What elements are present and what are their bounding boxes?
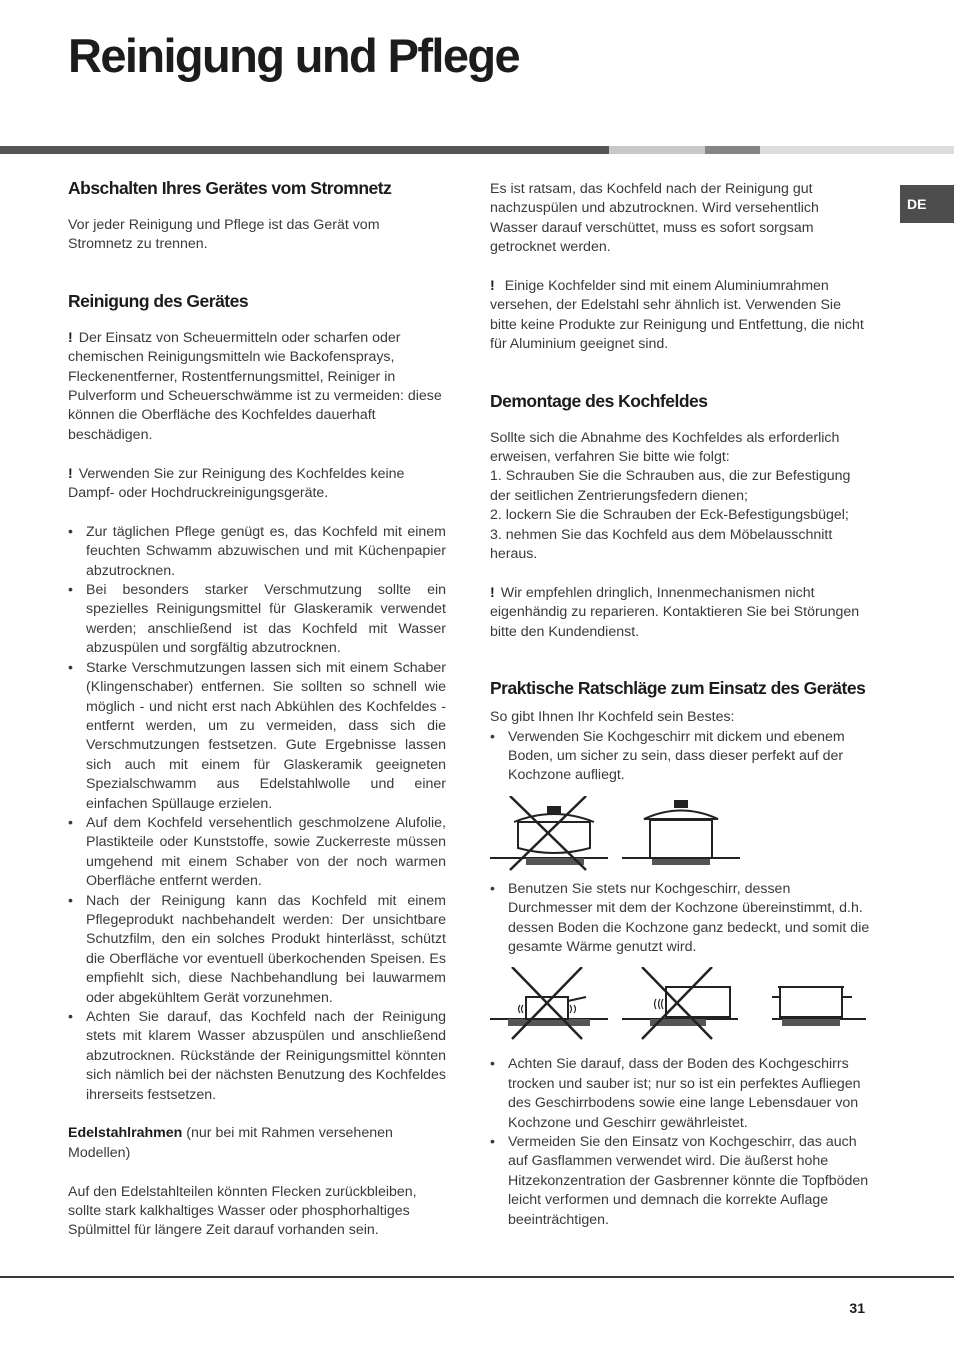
list-item: • Zur täglichen Pflege genügt es, das Kochfeld mit einem feuchten Schwamm abzuwischen und mit Küchenpapier abzutrocknen. (68, 523, 446, 581)
section-heading-disconnect: Abschalten Ihres Gerätes vom Stromnetz (68, 178, 392, 198)
warning-repair: ! Wir empfehlen dringlich, Innenmechanismen nicht eigenhändig zu reparieren. Kontaktieren Sie bei Störungen bitte den Kundendienst. (490, 584, 860, 640)
warning-steam: ! Verwenden Sie zur Reinigung des Kochfeldes keine Dampf- oder Hochdruckreinigungsgeräte. (68, 465, 405, 502)
cleaning-list (68, 523, 446, 1105)
left-column (68, 178, 446, 1241)
header-bar-light (609, 146, 705, 154)
frame-heading: Edelstahlrahmen (nur bei mit Rahmen versehenen Modellen) (68, 1125, 393, 1161)
removal-step-2: 2. lockern Sie die Schrauben der Eck-Befestigungsbügel; (490, 507, 849, 524)
warning-abrasives: ! Der Einsatz von Scheuermitteln oder scharfen oder chemischen Reinigungsmitteln wie Backofensprays, Fleckenentferner, Rostentfernungsmittel, Reiniger in Pulverform und Scheuerschwämme ist zu vermeiden: diese können die Oberfläche des Kochfeldes dauerhaft beschädigen. (68, 329, 442, 443)
rinse-text: Es ist ratsam, das Kochfeld nach der Reinigung gut nachzuspülen und abzutrocknen. Wird versehentlich Wasser darauf verschüttet, muss es sofort sorgsam getrocknet werden. (490, 181, 819, 256)
footer-rule (0, 1276, 954, 1278)
warning-icon: ! (490, 278, 495, 295)
warning-icon: ! (68, 465, 73, 482)
pot-correct-size-icon (772, 987, 866, 1026)
pot-wrong-icon (490, 796, 608, 870)
header-bar-dark (0, 146, 609, 154)
tips-list-2 (490, 880, 870, 958)
section-heading-removal: Demontage des Kochfeldes (490, 390, 708, 411)
tips-intro: So gibt Ihnen Ihr Kochfeld sein Bestes: (490, 709, 735, 726)
list-item: • Starke Verschmutzungen lassen sich mit einem Schaber (Klingenschaber) entfernen. Sie sollten so schnell wie möglich - und nicht erst nach Abkühlen des Kochfeldes - entfernt werden, um zu vermeiden, dass sich die Verschmutzungen festsetzen. Gute Ergebnisse lassen sich auch mit einem für Glaskeramik geeigneten Spezialschwamm aus Edelstahlwolle und einer einfachen Spüllauge erzielen. (68, 659, 446, 814)
page-number: 31 (849, 1300, 865, 1316)
list-item: • Vermeiden Sie den Einsatz von Kochgeschirr, das auch auf Gasflammen verwendet wird. Die äußerst hohe Hitzekonzentration der Gasbrenner könnte die Topfböden leicht verformen und demnach die korrekte Auflage beeinträchtigen. (490, 1133, 870, 1230)
cookware-flat-bottom-figure (490, 796, 750, 872)
pot-correct-icon (622, 801, 740, 865)
list-item: • Verwenden Sie Kochgeschirr mit dickem und ebenem Boden, um sicher zu sein, dass dieser perfekt auf der Kochzone aufliegt. (490, 728, 870, 786)
removal-intro: Sollte sich die Abnahme des Kochfeldes als erforderlich erweisen, verfahren Sie bitte wie folgt: (490, 429, 840, 466)
tips-list-3 (490, 1055, 870, 1230)
warning-icon: ! (68, 329, 73, 346)
disconnect-text: Vor jeder Reinigung und Pflege ist das Gerät vom Stromnetz zu trennen. (68, 217, 380, 253)
warning-aluminium: ! Einige Kochfelder sind mit einem Aluminiumrahmen versehen, der Edelstahl sehr ähnlich ist. Verwenden Sie bitte keine Produkte zur Reinigung und Entfettung, die nicht für Aluminium geeignet sind. (490, 278, 864, 353)
right-column (490, 180, 870, 1230)
language-tab: DE (900, 185, 954, 223)
list-item: • Nach der Reinigung kann das Kochfeld mit einem Pflegeprodukt nachbehandelt werden: Der unsichtbare Schutzfilm, den ein solches Produkt hinterlässt, schützt die Oberfläche vor eventuell überkochenden Speisen. Es empfiehlt sich, diese Nachbehandlung bei lauwarmem oder abgekühltem Gerät vorzunehmen. (68, 892, 446, 1008)
section-heading-cleaning: Reinigung des Gerätes (68, 290, 249, 311)
list-item: • Achten Sie darauf, dass der Boden des Kochgeschirrs trocken und sauber ist; nur so ist ein perfektes Aufliegen des Geschirrbodens sowie eine lange Lebensdauer von Kochzone und Geschirr gewährleistet. (490, 1055, 870, 1133)
warning-icon: ! (490, 584, 495, 601)
list-item: • Benutzen Sie stets nur Kochgeschirr, dessen Durchmesser mit dem der Kochzone übereinstimmt, d.h. dessen Boden die Kochzone ganz bedeckt, und somit die gesamte Wärme genutzt wird. (490, 880, 870, 958)
removal-step-3: 3. nehmen Sie das Kochfeld aus dem Möbelausschnitt heraus. (490, 526, 833, 563)
cookware-diameter-figure (490, 967, 870, 1047)
header-bar-light-end (760, 146, 954, 154)
tips-list-1 (490, 728, 870, 786)
pot-too-small-icon (490, 967, 608, 1039)
list-item: • Achten Sie darauf, das Kochfeld nach der Reinigung stets mit klarem Wasser abzuspülen und anschließend abzutrocknen. Rückstände der Reinigungsmittel könnten sich nämlich bei der nächsten Benutzung des Kochfeldes ihrerseits festsetzen. (68, 1008, 446, 1105)
frame-text: Auf den Edelstahlteilen könnten Flecken zurückbleiben, sollte stark kalkhaltiges Wasser oder phosphorhaltiges Spülmittel für längere Zeit darauf vorhanden sein. (68, 1183, 417, 1239)
removal-step-1: 1. Schrauben Sie die Schrauben aus, die zur Befestigung der seitlichen Zentrierungsfedern dienen; (490, 468, 851, 504)
page-title: Reinigung und Pflege (68, 29, 520, 82)
header-bar-mid (705, 146, 760, 154)
list-item: • Auf dem Kochfeld versehentlich geschmolzene Alufolie, Plastikteile oder Kunststoffe, sowie Zuckerreste müssen umgehend mit einem Schaber von der noch warmen Oberfläche entfernt werden. (68, 814, 446, 892)
section-heading-tips: Praktische Ratschläge zum Einsatz des Gerätes (490, 678, 866, 699)
list-item: • Bei besonders starker Verschmutzung sollte ein spezielles Reinigungsmittel für Glaskeramik verwendet werden; anschließend ist das Kochfeld mit Wasser abzuspülen und sorgfältig abzutrocknen. (68, 581, 446, 659)
pot-too-large-icon (622, 967, 738, 1039)
